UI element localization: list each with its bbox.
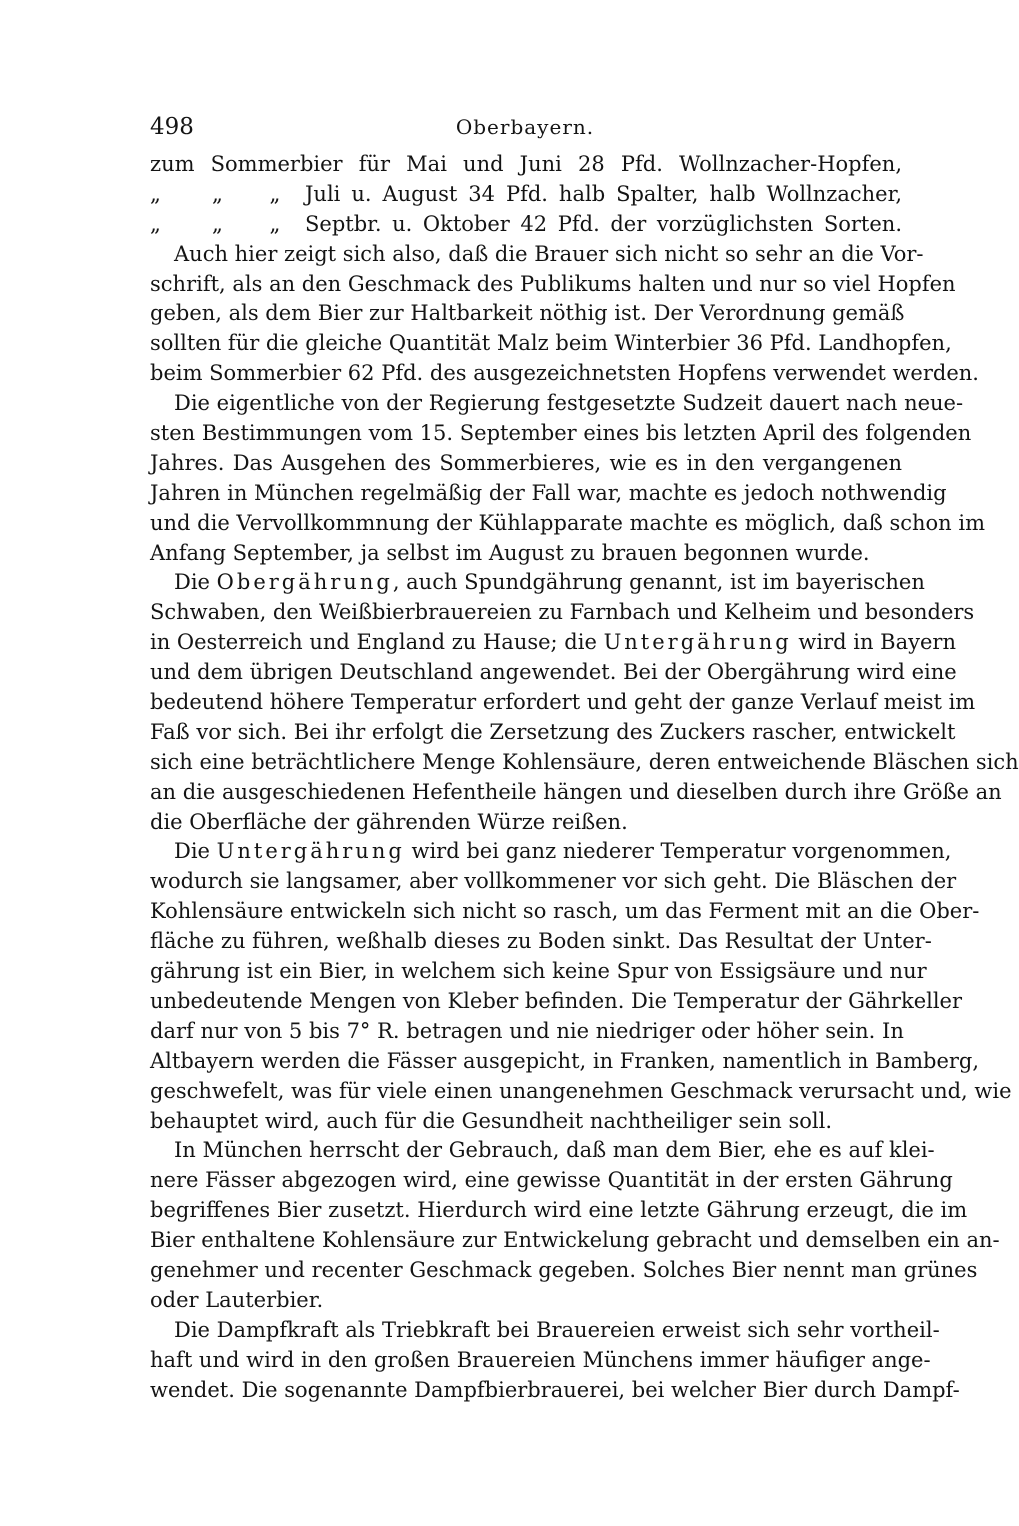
page-number: 498: [150, 114, 194, 140]
text-run: , auch Spundgährung genannt, ist im bayerischen: [392, 570, 925, 595]
text-line: haft und wird in den großen Brauereien Münchens immer häufiger ange-: [150, 1347, 931, 1372]
text-line: schrift, als an den Geschmack des Publikums halten und nur so viel Hopfen: [150, 271, 956, 296]
text-line: unbedeutende Mengen von Kleber befinden. Die Temperatur der Gährkeller: [150, 988, 963, 1013]
text-run: wird in Bayern: [791, 630, 956, 655]
text-line: darf nur von 5 bis 7° R. betragen und nie niedriger oder höher sein. In: [150, 1018, 904, 1043]
text-line: Die eigentliche von der Regierung festgesetzte Sudzeit dauert nach neue-: [174, 391, 964, 416]
text-line: sten Bestimmungen vom 15. September eines bis letzten April des folgenden: [150, 421, 972, 446]
emphasized-term: Untergährung: [603, 630, 792, 655]
ditto-mark: „: [150, 211, 161, 236]
text-line: oder Lauterbier.: [150, 1287, 324, 1312]
text-line: Jahren in München regelmäßig der Fall war, machte es jedoch nothwendig: [150, 480, 947, 505]
text-line: In München herrscht der Gebrauch, daß man dem Bier, ehe es auf klei-: [174, 1138, 935, 1163]
hop-table-line-3: [150, 210, 902, 240]
text-line: wodurch sie langsamer, aber vollkommener vor sich geht. Die Bläschen der: [150, 869, 957, 894]
page-header: [150, 112, 902, 144]
text-line: Jahres. Das Ausgehen des Sommerbieres, wie es in den vergangenen: [150, 450, 902, 475]
text-line: [150, 568, 925, 598]
emphasized-term: Untergährung: [216, 839, 405, 864]
text-line: an die ausgeschiedenen Hefentheile hängen und dieselben durch ihre Größe an: [150, 779, 1002, 804]
text-line: Auch hier zeigt sich also, daß die Brauer sich nicht so sehr an die Vor-: [174, 241, 924, 266]
text-line: beim Sommerbier 62 Pfd. des ausgezeichnetsten Hopfens verwendet werden.: [150, 361, 979, 386]
text-line: geben, als dem Bier zur Haltbarkeit nöthig ist. Der Verordnung gemäß: [150, 301, 905, 326]
paragraph-1: [150, 240, 979, 389]
text-line: Schwaben, den Weißbierbrauereien zu Farnbach und Kelheim und besonders: [150, 600, 975, 625]
text-line: begriffenes Bier zusetzt. Hierdurch wird eine letzte Gährung erzeugt, die im: [150, 1198, 968, 1223]
text-line: die Oberfläche der gährenden Würze reißen.: [150, 809, 628, 834]
ditto-mark: „: [150, 181, 161, 206]
text-line: [150, 628, 956, 658]
text-line: behauptet wird, auch für die Gesundheit nachtheiliger sein soll.: [150, 1108, 833, 1133]
body-text: [150, 150, 1019, 1405]
paragraph-2: [150, 389, 985, 568]
text-line: Die Dampfkraft als Triebkraft bei Brauereien erweist sich sehr vortheil-: [174, 1317, 940, 1342]
ditto-mark: „: [269, 181, 281, 206]
text-line: wendet. Die sogenannte Dampfbierbrauerei, bei welcher Bier durch Dampf-: [150, 1377, 960, 1402]
text-run: Die: [174, 570, 217, 595]
text-line: gährung ist ein Bier, in welchem sich keine Spur von Essigsäure und nur: [150, 959, 927, 984]
text-line: sich eine beträchtlichere Menge Kohlensäure, deren entweichende Bläschen sich: [150, 749, 1019, 774]
hop-table-row-text: Juli u. August 34 Pfd. halb Spalter, halb Wollnzacher,: [305, 181, 902, 206]
running-head: Oberbayern.: [455, 115, 595, 139]
text-line: Bier enthaltene Kohlensäure zur Entwickelung gebracht und demselben ein an-: [150, 1228, 1000, 1253]
text-run: wird bei ganz niederer Temperatur vorgenommen,: [404, 839, 952, 864]
text-line: und die Vervollkommnung der Kühlapparate machte es möglich, daß schon im: [150, 510, 985, 535]
text-line: fläche zu führen, weßhalb dieses zu Boden sinkt. Das Resultat der Unter-: [150, 929, 932, 954]
ditto-mark: „: [212, 181, 223, 206]
text-run: in Oesterreich und England zu Hause; die: [150, 630, 604, 655]
paragraph-3: [150, 568, 1019, 837]
text-line: und dem übrigen Deutschland angewendet. Bei der Obergährung wird eine: [150, 660, 957, 685]
paragraph-4: [150, 837, 1012, 1136]
ditto-mark: „: [269, 211, 281, 236]
text-line: bedeutend höhere Temperatur erfordert und geht der ganze Verlauf meist im: [150, 690, 976, 715]
ditto-mark: „: [212, 211, 223, 236]
paragraph-5: [150, 1136, 1000, 1315]
hop-table-row-text: Septbr. u. Oktober 42 Pfd. der vorzüglichsten Sorten.: [305, 211, 902, 236]
text-line: Kohlensäure entwickeln sich nicht so rasch, um das Ferment mit an die Ober-: [150, 899, 980, 924]
text-line: Anfang September, ja selbst im August zu brauen begonnen wurde.: [150, 540, 870, 565]
text-line: Faß vor sich. Bei ihr erfolgt die Zersetzung des Zuckers rascher, entwickelt: [150, 719, 956, 744]
text-line: geschwefelt, was für viele einen unangenehmen Geschmack verursacht und, wie: [150, 1078, 1012, 1103]
hop-table-line-1: zum Sommerbier für Mai und Juni 28 Pfd. Wollnzacher-Hopfen,: [150, 152, 902, 176]
text-line: Altbayern werden die Fässer ausgepicht, in Franken, namentlich in Bamberg,: [150, 1048, 980, 1073]
text-run: Die: [174, 839, 217, 864]
hop-table-line-2: [150, 180, 902, 210]
text-line: sollten für die gleiche Quantität Malz beim Winterbier 36 Pfd. Landhopfen,: [150, 331, 952, 356]
emphasized-term: Obergährung: [216, 570, 393, 595]
text-line: [150, 837, 952, 867]
text-line: genehmer und recenter Geschmack gegeben. Solches Bier nennt man grünes: [150, 1257, 978, 1282]
text-line: nere Fässer abgezogen wird, eine gewisse Quantität in der ersten Gährung: [150, 1168, 953, 1193]
paragraph-6: [150, 1316, 960, 1406]
